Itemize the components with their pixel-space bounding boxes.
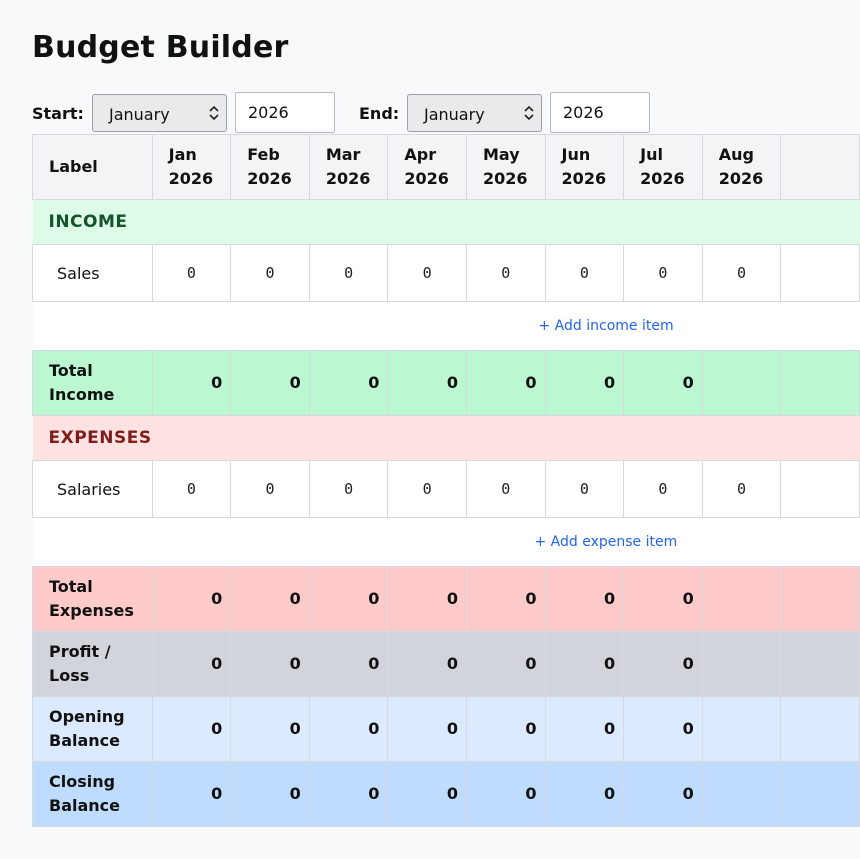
- profit-loss-value: [702, 632, 781, 697]
- closing-balance-value: 0: [152, 762, 231, 827]
- chevron-updown-icon: [523, 105, 535, 121]
- closing-balance-value: 0: [231, 762, 310, 827]
- expense-value-cell[interactable]: 0: [545, 461, 624, 518]
- start-month-select[interactable]: [92, 94, 227, 132]
- budget-table: [32, 134, 860, 827]
- profit-loss-value: 0: [231, 632, 310, 697]
- expense-item-row: [33, 461, 860, 518]
- closing-balance-label: Closing Balance: [33, 762, 153, 827]
- chevron-updown-icon: [208, 105, 220, 121]
- expense-value-cell[interactable]: 0: [624, 461, 703, 518]
- profit-loss-value: 0: [545, 632, 624, 697]
- expenses-section-row: [33, 416, 860, 461]
- profit-loss-value: 0: [624, 632, 703, 697]
- total-income-value: 0: [545, 351, 624, 416]
- start-year-input[interactable]: 2026: [235, 92, 335, 133]
- end-month-value: January: [424, 105, 485, 124]
- opening-balance-value: 0: [152, 697, 231, 762]
- closing-balance-value: 0: [545, 762, 624, 827]
- column-header-month: Jun 2026: [545, 135, 624, 200]
- total-expenses-value: 0: [152, 567, 231, 632]
- income-value-cell[interactable]: 0: [466, 245, 545, 302]
- expense-value-cell[interactable]: 0: [388, 461, 467, 518]
- column-header-month: Jan 2026: [152, 135, 231, 200]
- total-expenses-value: 0: [466, 567, 545, 632]
- income-value-cell[interactable]: 0: [545, 245, 624, 302]
- profit-loss-value: 0: [309, 632, 388, 697]
- income-value-cell[interactable]: 0: [152, 245, 231, 302]
- profit-loss-value: 0: [466, 632, 545, 697]
- start-month-value: January: [109, 105, 170, 124]
- opening-balance-value: 0: [309, 697, 388, 762]
- income-item-label[interactable]: Sales: [33, 245, 153, 302]
- total-income-value: 0: [152, 351, 231, 416]
- column-header-month: Feb 2026: [231, 135, 310, 200]
- end-month-select[interactable]: [407, 94, 542, 132]
- column-header-label: Label: [33, 135, 153, 200]
- opening-balance-value: [781, 697, 860, 762]
- profit-loss-value: 0: [152, 632, 231, 697]
- income-value-cell[interactable]: 0: [231, 245, 310, 302]
- page-title: Budget Builder: [32, 30, 289, 65]
- expense-value-cell[interactable]: 0: [466, 461, 545, 518]
- closing-balance-value: 0: [309, 762, 388, 827]
- opening-balance-value: 0: [545, 697, 624, 762]
- expense-item-label[interactable]: Salaries: [33, 461, 153, 518]
- total-income-value: [781, 351, 860, 416]
- profit-loss-label: Profit / Loss: [33, 632, 153, 697]
- total-expenses-value: 0: [388, 567, 467, 632]
- add-income-item-button[interactable]: + Add income item: [538, 318, 674, 334]
- total-expenses-row: [33, 567, 860, 632]
- expense-value-cell[interactable]: 0: [309, 461, 388, 518]
- column-header-month: Mar 2026: [309, 135, 388, 200]
- opening-balance-value: [702, 697, 781, 762]
- total-income-row: [33, 351, 860, 416]
- total-income-value: 0: [309, 351, 388, 416]
- column-header-month: Aug 2026: [702, 135, 781, 200]
- total-expenses-label: Total Expenses: [33, 567, 153, 632]
- closing-balance-row: [33, 762, 860, 827]
- opening-balance-value: 0: [624, 697, 703, 762]
- income-value-cell[interactable]: 0: [309, 245, 388, 302]
- column-header-month: [781, 135, 860, 200]
- closing-balance-value: [781, 762, 860, 827]
- opening-balance-value: 0: [388, 697, 467, 762]
- budget-table-container[interactable]: [32, 134, 764, 827]
- profit-loss-row: [33, 632, 860, 697]
- income-section-row: [33, 200, 860, 245]
- add-expense-item-button[interactable]: + Add expense item: [534, 534, 678, 550]
- total-income-value: [702, 351, 781, 416]
- closing-balance-value: [702, 762, 781, 827]
- closing-balance-value: 0: [624, 762, 703, 827]
- income-value-cell[interactable]: 0: [388, 245, 467, 302]
- total-expenses-value: 0: [545, 567, 624, 632]
- opening-balance-label: Opening Balance: [33, 697, 153, 762]
- expenses-section-title: EXPENSES: [33, 416, 860, 461]
- total-income-value: 0: [624, 351, 703, 416]
- expense-value-cell[interactable]: 0: [702, 461, 781, 518]
- total-expenses-value: [702, 567, 781, 632]
- end-label: End:: [359, 104, 400, 123]
- income-item-row: [33, 245, 860, 302]
- total-expenses-value: [781, 567, 860, 632]
- profit-loss-value: [781, 632, 860, 697]
- opening-balance-value: 0: [466, 697, 545, 762]
- total-income-label: Total Income: [33, 351, 153, 416]
- column-header-month: Apr 2026: [388, 135, 467, 200]
- add-expense-row: [33, 518, 860, 567]
- income-section-title: INCOME: [33, 200, 860, 245]
- opening-balance-value: 0: [231, 697, 310, 762]
- end-year-input[interactable]: 2026: [550, 92, 650, 133]
- column-header-month: May 2026: [466, 135, 545, 200]
- total-expenses-value: 0: [309, 567, 388, 632]
- total-income-value: 0: [466, 351, 545, 416]
- income-value-cell[interactable]: 0: [624, 245, 703, 302]
- profit-loss-value: 0: [388, 632, 467, 697]
- income-value-cell[interactable]: 0: [702, 245, 781, 302]
- start-label: Start:: [32, 104, 84, 123]
- table-header-row: [33, 135, 860, 200]
- expense-value-cell[interactable]: [781, 461, 860, 518]
- closing-balance-value: 0: [388, 762, 467, 827]
- total-expenses-value: 0: [231, 567, 310, 632]
- closing-balance-value: 0: [466, 762, 545, 827]
- income-value-cell[interactable]: [781, 245, 860, 302]
- opening-balance-row: [33, 697, 860, 762]
- expense-value-cell[interactable]: 0: [152, 461, 231, 518]
- column-header-month: Jul 2026: [624, 135, 703, 200]
- expense-value-cell[interactable]: 0: [231, 461, 310, 518]
- total-expenses-value: 0: [624, 567, 703, 632]
- total-income-value: 0: [388, 351, 467, 416]
- total-income-value: 0: [231, 351, 310, 416]
- add-income-row: [33, 302, 860, 351]
